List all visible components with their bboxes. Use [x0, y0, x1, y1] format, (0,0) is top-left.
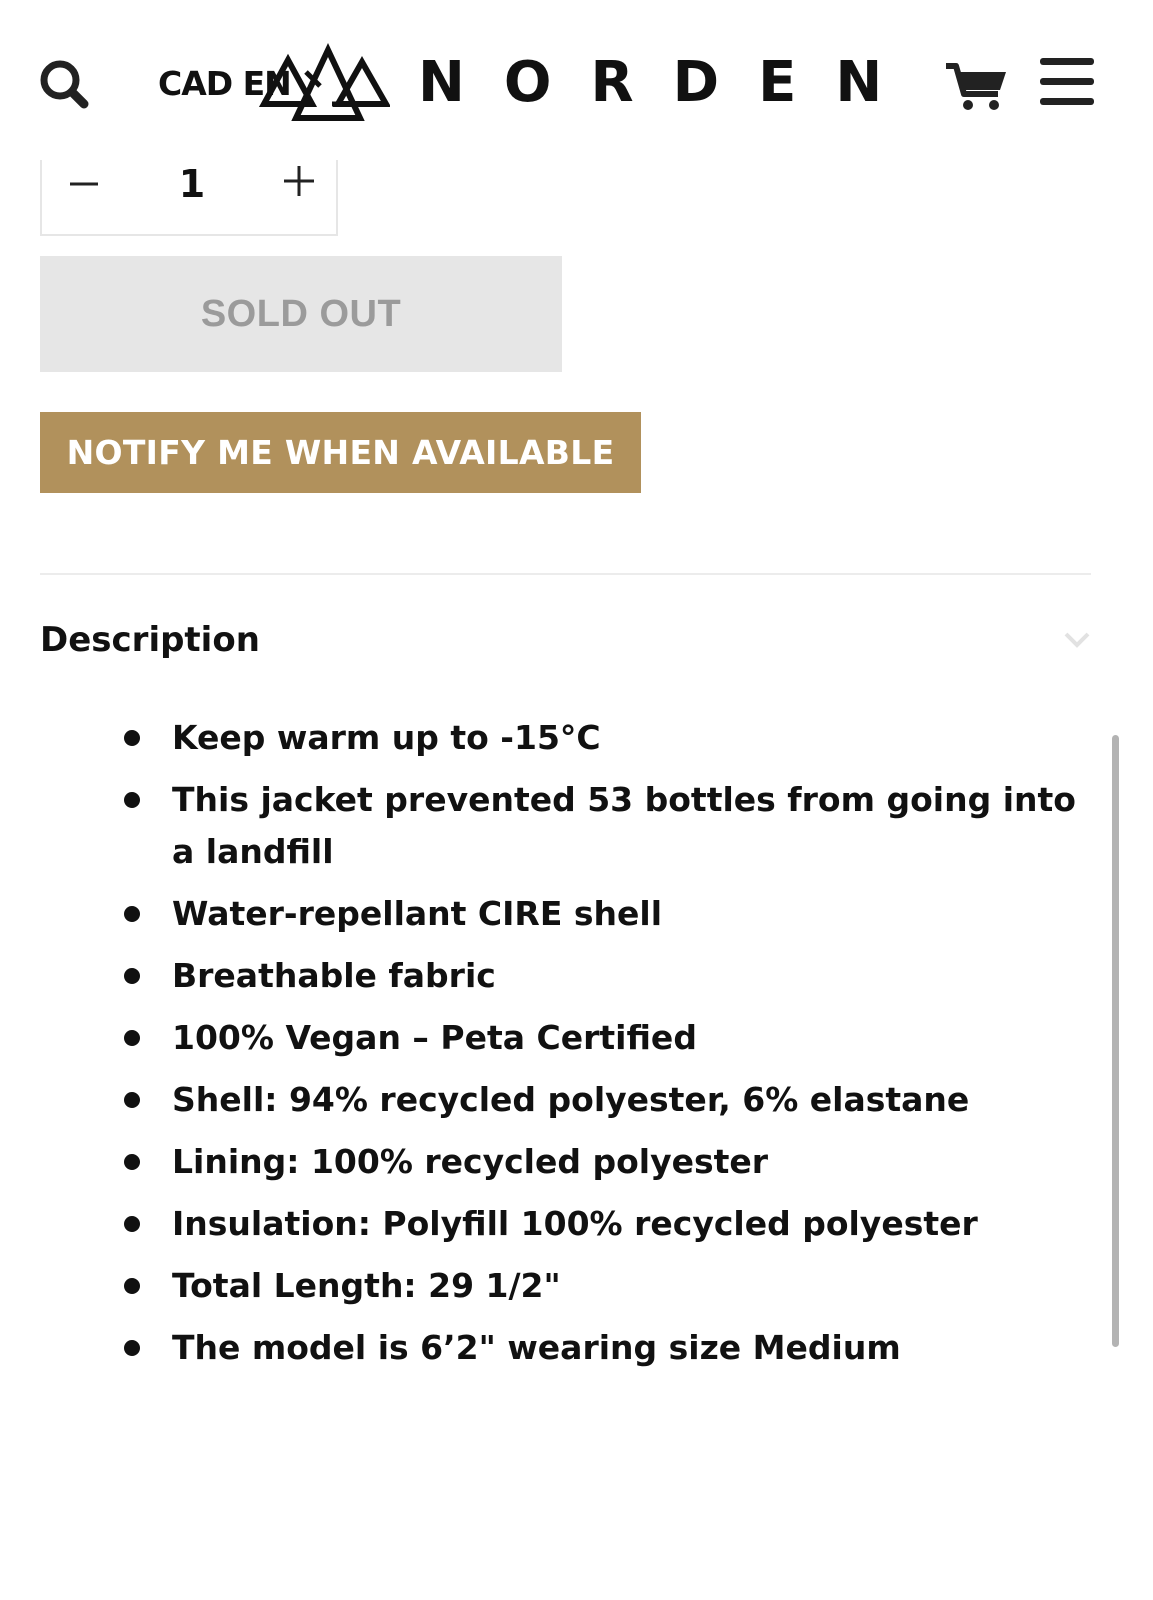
- list-item-text: Insulation: Polyfill 100% recycled polyester: [172, 1204, 978, 1243]
- list-item-text: 100% Vegan – Peta Certified: [172, 1018, 697, 1057]
- description-list: [120, 712, 1090, 1384]
- list-item: [120, 1136, 1090, 1188]
- quantity-decrease-button[interactable]: [62, 162, 106, 206]
- bullet-icon: [124, 792, 140, 808]
- list-item: [120, 1322, 1090, 1374]
- minus-icon: [62, 162, 106, 206]
- brand-logo-icon: [258, 42, 390, 122]
- list-item-text: Water-repellant CIRE shell: [172, 894, 663, 933]
- list-item: [120, 1198, 1090, 1250]
- site-header: [0, 0, 1153, 160]
- list-item: [120, 774, 1090, 878]
- list-item-text: This jacket prevented 53 bottles from going into a landfill: [172, 780, 1076, 871]
- plus-icon: [276, 158, 322, 204]
- section-divider: [40, 573, 1091, 575]
- list-item-text: Lining: 100% recycled polyester: [172, 1142, 769, 1181]
- description-title: Description: [40, 620, 260, 660]
- list-item-text: Shell: 94% recycled polyester, 6% elastane: [172, 1080, 970, 1119]
- list-item: [120, 950, 1090, 1002]
- bullet-icon: [124, 1216, 140, 1232]
- bullet-icon: [124, 1340, 140, 1356]
- search-button[interactable]: [36, 56, 92, 112]
- bullet-icon: [124, 1030, 140, 1046]
- cart-icon: [944, 58, 1008, 114]
- sold-out-button[interactable]: SOLD OUT: [40, 256, 562, 372]
- bullet-icon: [124, 968, 140, 984]
- chevron-down-icon: [1063, 630, 1091, 650]
- quantity-stepper: [40, 150, 338, 236]
- bullet-icon: [124, 1278, 140, 1294]
- currency-language-selector[interactable]: CAD EN: [158, 64, 291, 103]
- menu-button[interactable]: [1038, 56, 1096, 108]
- search-icon: [36, 56, 92, 112]
- list-item: [120, 712, 1090, 764]
- bullet-icon: [124, 1092, 140, 1108]
- quantity-increase-button[interactable]: [276, 158, 322, 204]
- list-item-text: Keep warm up to -15°C: [172, 718, 601, 757]
- list-item-text: Breathable fabric: [172, 956, 496, 995]
- hamburger-menu-icon: [1038, 56, 1096, 108]
- notify-me-button[interactable]: NOTIFY ME WHEN AVAILABLE: [40, 412, 641, 493]
- list-item: [120, 1012, 1090, 1064]
- list-item-text: Total Length: 29 1/2": [172, 1266, 561, 1305]
- bullet-icon: [124, 1154, 140, 1170]
- bullet-icon: [124, 906, 140, 922]
- cart-button[interactable]: [944, 58, 1008, 114]
- bullet-icon: [124, 730, 140, 746]
- description-accordion-toggle[interactable]: [40, 612, 1091, 672]
- list-item: [120, 1260, 1090, 1312]
- scrollbar[interactable]: [1112, 735, 1119, 1347]
- quantity-value[interactable]: 1: [178, 162, 206, 206]
- list-item: [120, 888, 1090, 940]
- list-item: [120, 1074, 1090, 1126]
- list-item-text: The model is 6’2" wearing size Medium: [172, 1328, 901, 1367]
- brand-wordmark[interactable]: NORDEN: [418, 50, 922, 115]
